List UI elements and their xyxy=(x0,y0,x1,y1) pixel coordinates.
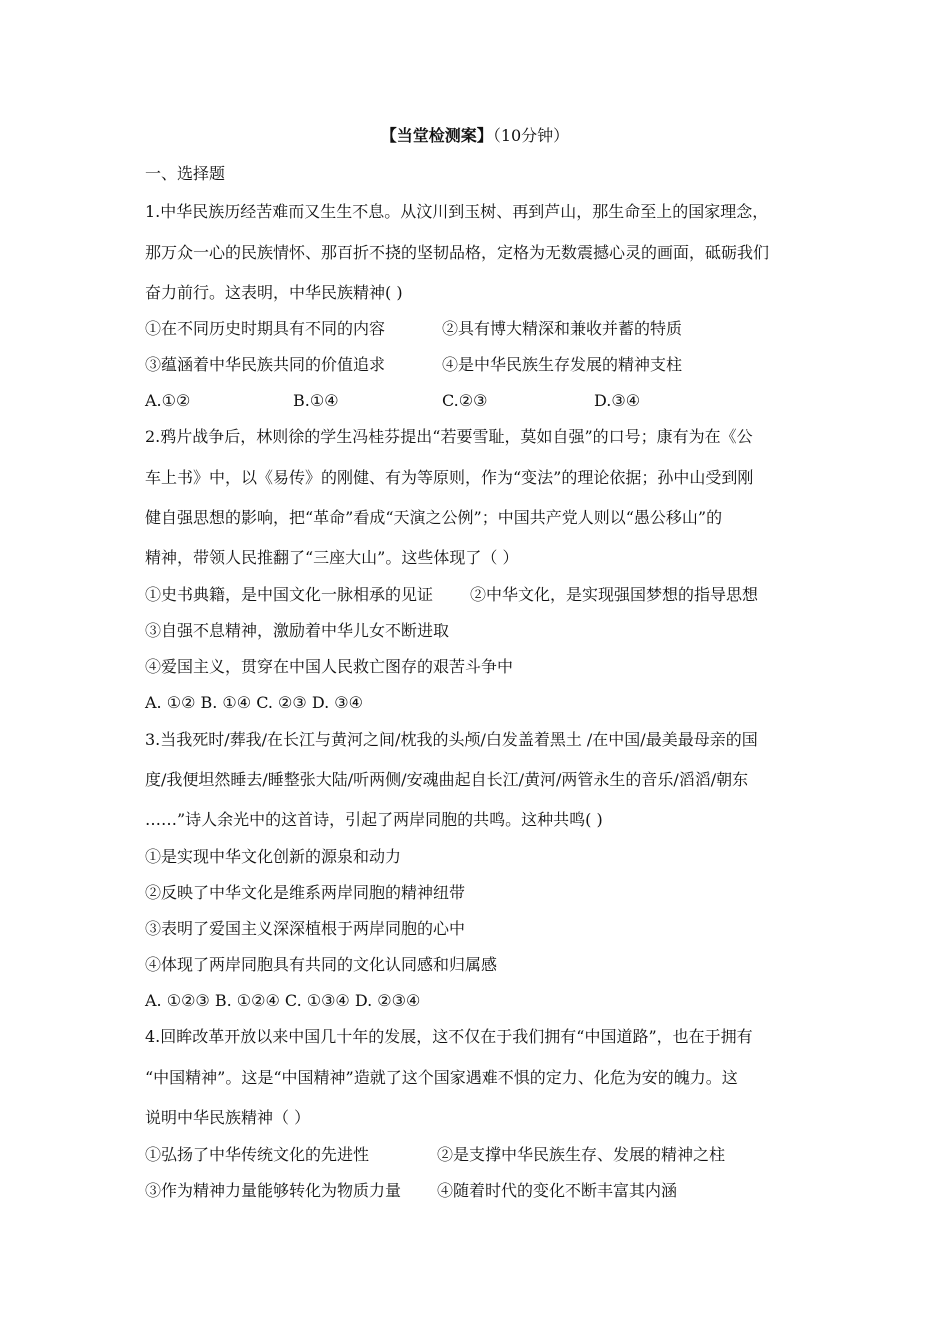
question-2-line-1: 2.鸦片战争后，林则徐的学生冯桂芬提出“若要雪耻，莫如自强”的口号；康有为在《公 xyxy=(145,427,753,446)
question-2-choices: A. ①② B. ①④ C. ②③ D. ③④ xyxy=(145,693,363,712)
question-2-item-4: ④爱国主义，贯穿在中国人民救亡图存的艰苦斗争中 xyxy=(145,657,514,676)
question-1-choice-a: A.①② xyxy=(145,391,191,410)
question-3-line-1: 3.当我死时/葬我/在长江与黄河之间/枕我的头颅/白发盖着黑土 /在中国/最美最母亲的国 xyxy=(145,730,758,749)
question-3-item-3: ③表明了爱国主义深深植根于两岸同胞的心中 xyxy=(145,919,466,938)
question-1-choice-d: D.③④ xyxy=(594,391,641,410)
title-heading: 【当堂检测案】 xyxy=(380,126,493,145)
question-4-line-2: “中国精神”。这是“中国精神”造就了这个国家遇难不惧的定力、化危为安的魄力。这 xyxy=(145,1068,738,1087)
question-2-line-4: 精神，带领人民推翻了“三座大山”。这些体现了（ ） xyxy=(145,548,519,567)
question-1-item-2: ②具有博大精深和兼收并蓄的特质 xyxy=(442,319,683,338)
question-2-item-2: ②中华文化，是实现强国梦想的指导思想 xyxy=(470,585,759,604)
question-1-item-3: ③蕴涵着中华民族共同的价值追求 xyxy=(145,355,386,374)
question-4-item-4: ④随着时代的变化不断丰富其内涵 xyxy=(437,1181,678,1200)
question-1-line-2: 那万众一心的民族情怀、那百折不挠的坚韧品格，定格为无数震撼心灵的画面，砥砺我们 xyxy=(145,243,770,262)
question-3-item-4: ④体现了两岸同胞具有共同的文化认同感和归属感 xyxy=(145,955,498,974)
question-3-item-2: ②反映了中华文化是维系两岸同胞的精神纽带 xyxy=(145,883,466,902)
question-1-choice-c: C.②③ xyxy=(442,391,488,410)
question-3-line-3: ……”诗人余光中的这首诗，引起了两岸同胞的共鸣。这种共鸣( ) xyxy=(145,810,603,829)
question-1-line-3: 奋力前行。这表明，中华民族精神( ) xyxy=(145,283,403,302)
title-time-note: （10分钟） xyxy=(492,126,570,145)
question-3-choices: A. ①②③ B. ①②④ C. ①③④ D. ②③④ xyxy=(145,991,421,1010)
question-1-item-4: ④是中华民族生存发展的精神支柱 xyxy=(442,355,683,374)
question-4-item-3: ③作为精神力量能够转化为物质力量 xyxy=(145,1181,402,1200)
section-heading: 一、选择题 xyxy=(145,164,226,183)
question-4-line-3: 说明中华民族精神（ ） xyxy=(145,1108,311,1127)
question-3-line-2: 度/我便坦然睡去/睡整张大陆/听两侧/安魂曲起自长江/黄河/两管永生的音乐/滔滔/朝东 xyxy=(145,770,749,789)
question-2-item-1: ①史书典籍，是中国文化一脉相承的见证 xyxy=(145,585,434,604)
question-1-item-1: ①在不同历史时期具有不同的内容 xyxy=(145,319,386,338)
page-title xyxy=(0,124,950,148)
question-1-line-1: 1.中华民族历经苦难而又生生不息。从汶川到玉树、再到芦山，那生命至上的国家理念， xyxy=(145,202,769,221)
question-2-item-3: ③自强不息精神，激励着中华儿女不断进取 xyxy=(145,621,450,640)
question-3-item-1: ①是实现中华文化创新的源泉和动力 xyxy=(145,847,402,866)
question-2-line-3: 健自强思想的影响，把“革命”看成“天演之公例”；中国共产党人则以“愚公移山”的 xyxy=(145,508,723,527)
question-4-line-1: 4.回眸改革开放以来中国几十年的发展，这不仅在于我们拥有“中国道路”，也在于拥有 xyxy=(145,1027,753,1046)
question-1-choice-b: B.①④ xyxy=(293,391,339,410)
question-4-item-1: ①弘扬了中华传统文化的先进性 xyxy=(145,1145,370,1164)
question-2-line-2: 车上书》中，以《易传》的刚健、有为等原则，作为“变法”的理论依据；孙中山受到刚 xyxy=(145,468,754,487)
question-4-item-2: ②是支撑中华民族生存、发展的精神之柱 xyxy=(437,1145,726,1164)
